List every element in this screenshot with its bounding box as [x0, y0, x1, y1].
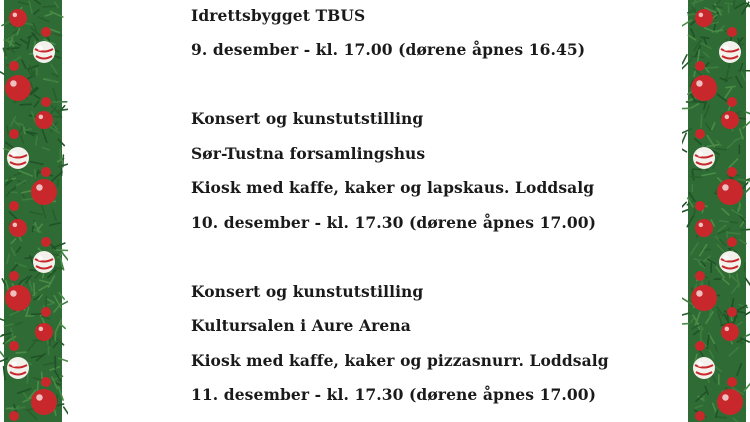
- small-ornament-icon: [9, 129, 19, 139]
- event-2-datetime: 10. desember - kl. 17.30 (dørene åpnes 17.00): [191, 213, 597, 232]
- event-1-datetime: 9. desember - kl. 17.00 (dørene åpnes 16.45): [191, 40, 586, 59]
- red-ornament-icon: [691, 75, 717, 101]
- small-ornament-icon: [695, 341, 705, 351]
- red-ornament-icon: [695, 9, 713, 27]
- red-ornament-icon: [5, 75, 31, 101]
- red-ornament-icon: [5, 285, 31, 311]
- small-ornament-icon: [695, 61, 705, 71]
- small-ornament-icon: [695, 201, 705, 211]
- red-ornament-icon: [35, 111, 53, 129]
- small-ornament-icon: [41, 237, 51, 247]
- small-ornament-icon: [9, 411, 19, 421]
- small-ornament-icon: [9, 341, 19, 351]
- small-ornament-icon: [727, 237, 737, 247]
- event-3-kiosk: Kiosk med kaffe, kaker og pizzasnurr. Loddsalg: [191, 351, 609, 370]
- red-ornament-icon: [9, 9, 27, 27]
- red-ornament-icon: [691, 285, 717, 311]
- event-2-venue: Sør-Tustna forsamlingshus: [191, 144, 426, 163]
- small-ornament-icon: [695, 271, 705, 281]
- red-ornament-icon: [721, 323, 739, 341]
- event-3-venue: Kultursalen i Aure Arena: [191, 316, 411, 335]
- small-ornament-icon: [41, 377, 51, 387]
- small-ornament-icon: [727, 167, 737, 177]
- small-ornament-icon: [41, 167, 51, 177]
- event-3-datetime: 11. desember - kl. 17.30 (dørene åpnes 17.00): [191, 385, 597, 404]
- small-ornament-icon: [695, 129, 705, 139]
- red-ornament-icon: [717, 179, 743, 205]
- event-1-venue: Idrettsbygget TBUS: [191, 6, 366, 25]
- small-ornament-icon: [727, 307, 737, 317]
- small-ornament-icon: [9, 201, 19, 211]
- red-ornament-icon: [35, 323, 53, 341]
- small-ornament-icon: [727, 377, 737, 387]
- small-ornament-icon: [9, 61, 19, 71]
- small-ornament-icon: [41, 307, 51, 317]
- red-ornament-icon: [9, 219, 27, 237]
- event-list: [191, 0, 661, 422]
- small-ornament-icon: [727, 27, 737, 37]
- red-ornament-icon: [31, 389, 57, 415]
- red-ornament-icon: [721, 111, 739, 129]
- small-ornament-icon: [695, 411, 705, 421]
- christmas-garland-right: [682, 0, 750, 422]
- event-2-title: Konsert og kunstutstilling: [191, 109, 424, 128]
- small-ornament-icon: [727, 97, 737, 107]
- event-3-title: Konsert og kunstutstilling: [191, 282, 424, 301]
- red-ornament-icon: [31, 179, 57, 205]
- red-ornament-icon: [695, 219, 713, 237]
- small-ornament-icon: [9, 271, 19, 281]
- small-ornament-icon: [41, 27, 51, 37]
- small-ornament-icon: [41, 97, 51, 107]
- christmas-garland-left: [0, 0, 68, 422]
- event-2-kiosk: Kiosk med kaffe, kaker og lapskaus. Loddsalg: [191, 178, 595, 197]
- red-ornament-icon: [717, 389, 743, 415]
